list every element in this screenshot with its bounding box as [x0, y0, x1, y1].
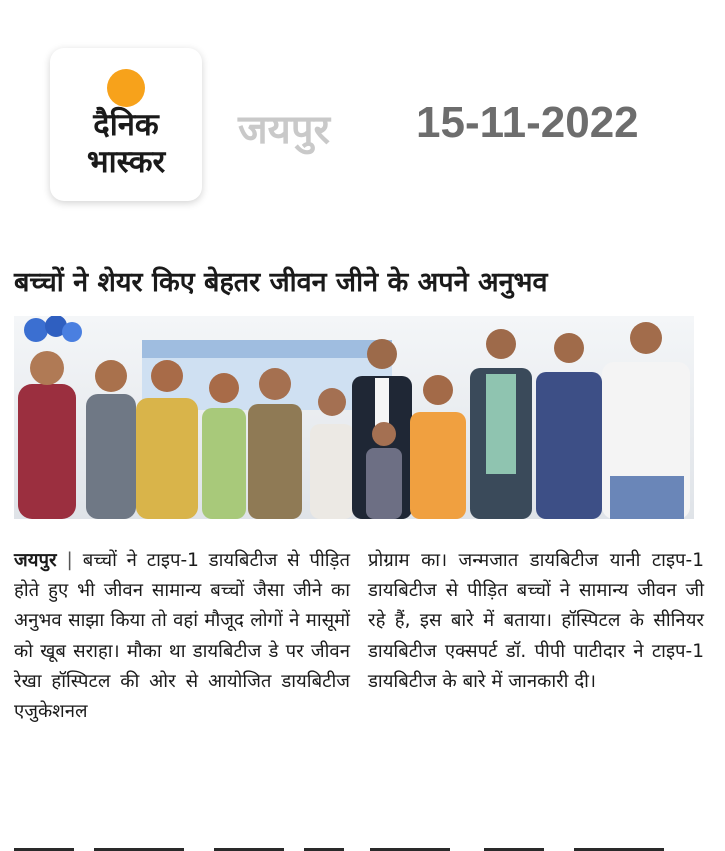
- article-column-2: [368, 546, 704, 697]
- group-photo-image: [14, 316, 694, 519]
- article-photo: [14, 316, 694, 519]
- article-column-2-text: प्रोग्राम का। जन्मजात डायबिटीज यानी टाइप-1 डायबिटीज से पीड़ित बच्चों ने सामान्य जीवन जी रहे हैं, इस बारे में बताया। हॉस्पिटल के सीनियर डायबिटीज एक्सपर्ट डॉ. पीपी पाटीदार ने टाइप-1 डायबिटीज के बारे में जानकारी दी।: [368, 550, 704, 692]
- truncated-next-article-line: [14, 840, 694, 851]
- edition-city: जयपुर: [238, 107, 330, 153]
- cut-text-fragments: [14, 844, 694, 851]
- logo-text-line2: भास्कर: [86, 144, 166, 180]
- article-dateline: जयपुर: [14, 550, 57, 571]
- edition-date: 15-11-2022: [416, 98, 639, 147]
- article-column-1: [14, 546, 350, 727]
- logo-text-line1: दैनिक: [93, 107, 159, 143]
- logo-sun-icon: [107, 69, 145, 107]
- article-headline: बच्चों ने शेयर किए बेहतर जीवन जीने के अपने अनुभव: [14, 267, 548, 298]
- dainik-bhaskar-logo: [50, 48, 202, 201]
- dateline-separator: |: [66, 550, 73, 571]
- article-column-1-text: बच्चों ने टाइप-1 डायबिटीज से पीड़ित होते हुए भी जीवन सामान्य बच्चों जैसा जीने का अनुभव साझा किया तो वहां मौजूद लोगों ने मासूमों को खूब सराहा। मौका था डायबिटीज डे पर जीवन रेखा हॉस्पिटल की ओर से आयोजित डायबिटीज एजुकेशनल: [14, 550, 350, 723]
